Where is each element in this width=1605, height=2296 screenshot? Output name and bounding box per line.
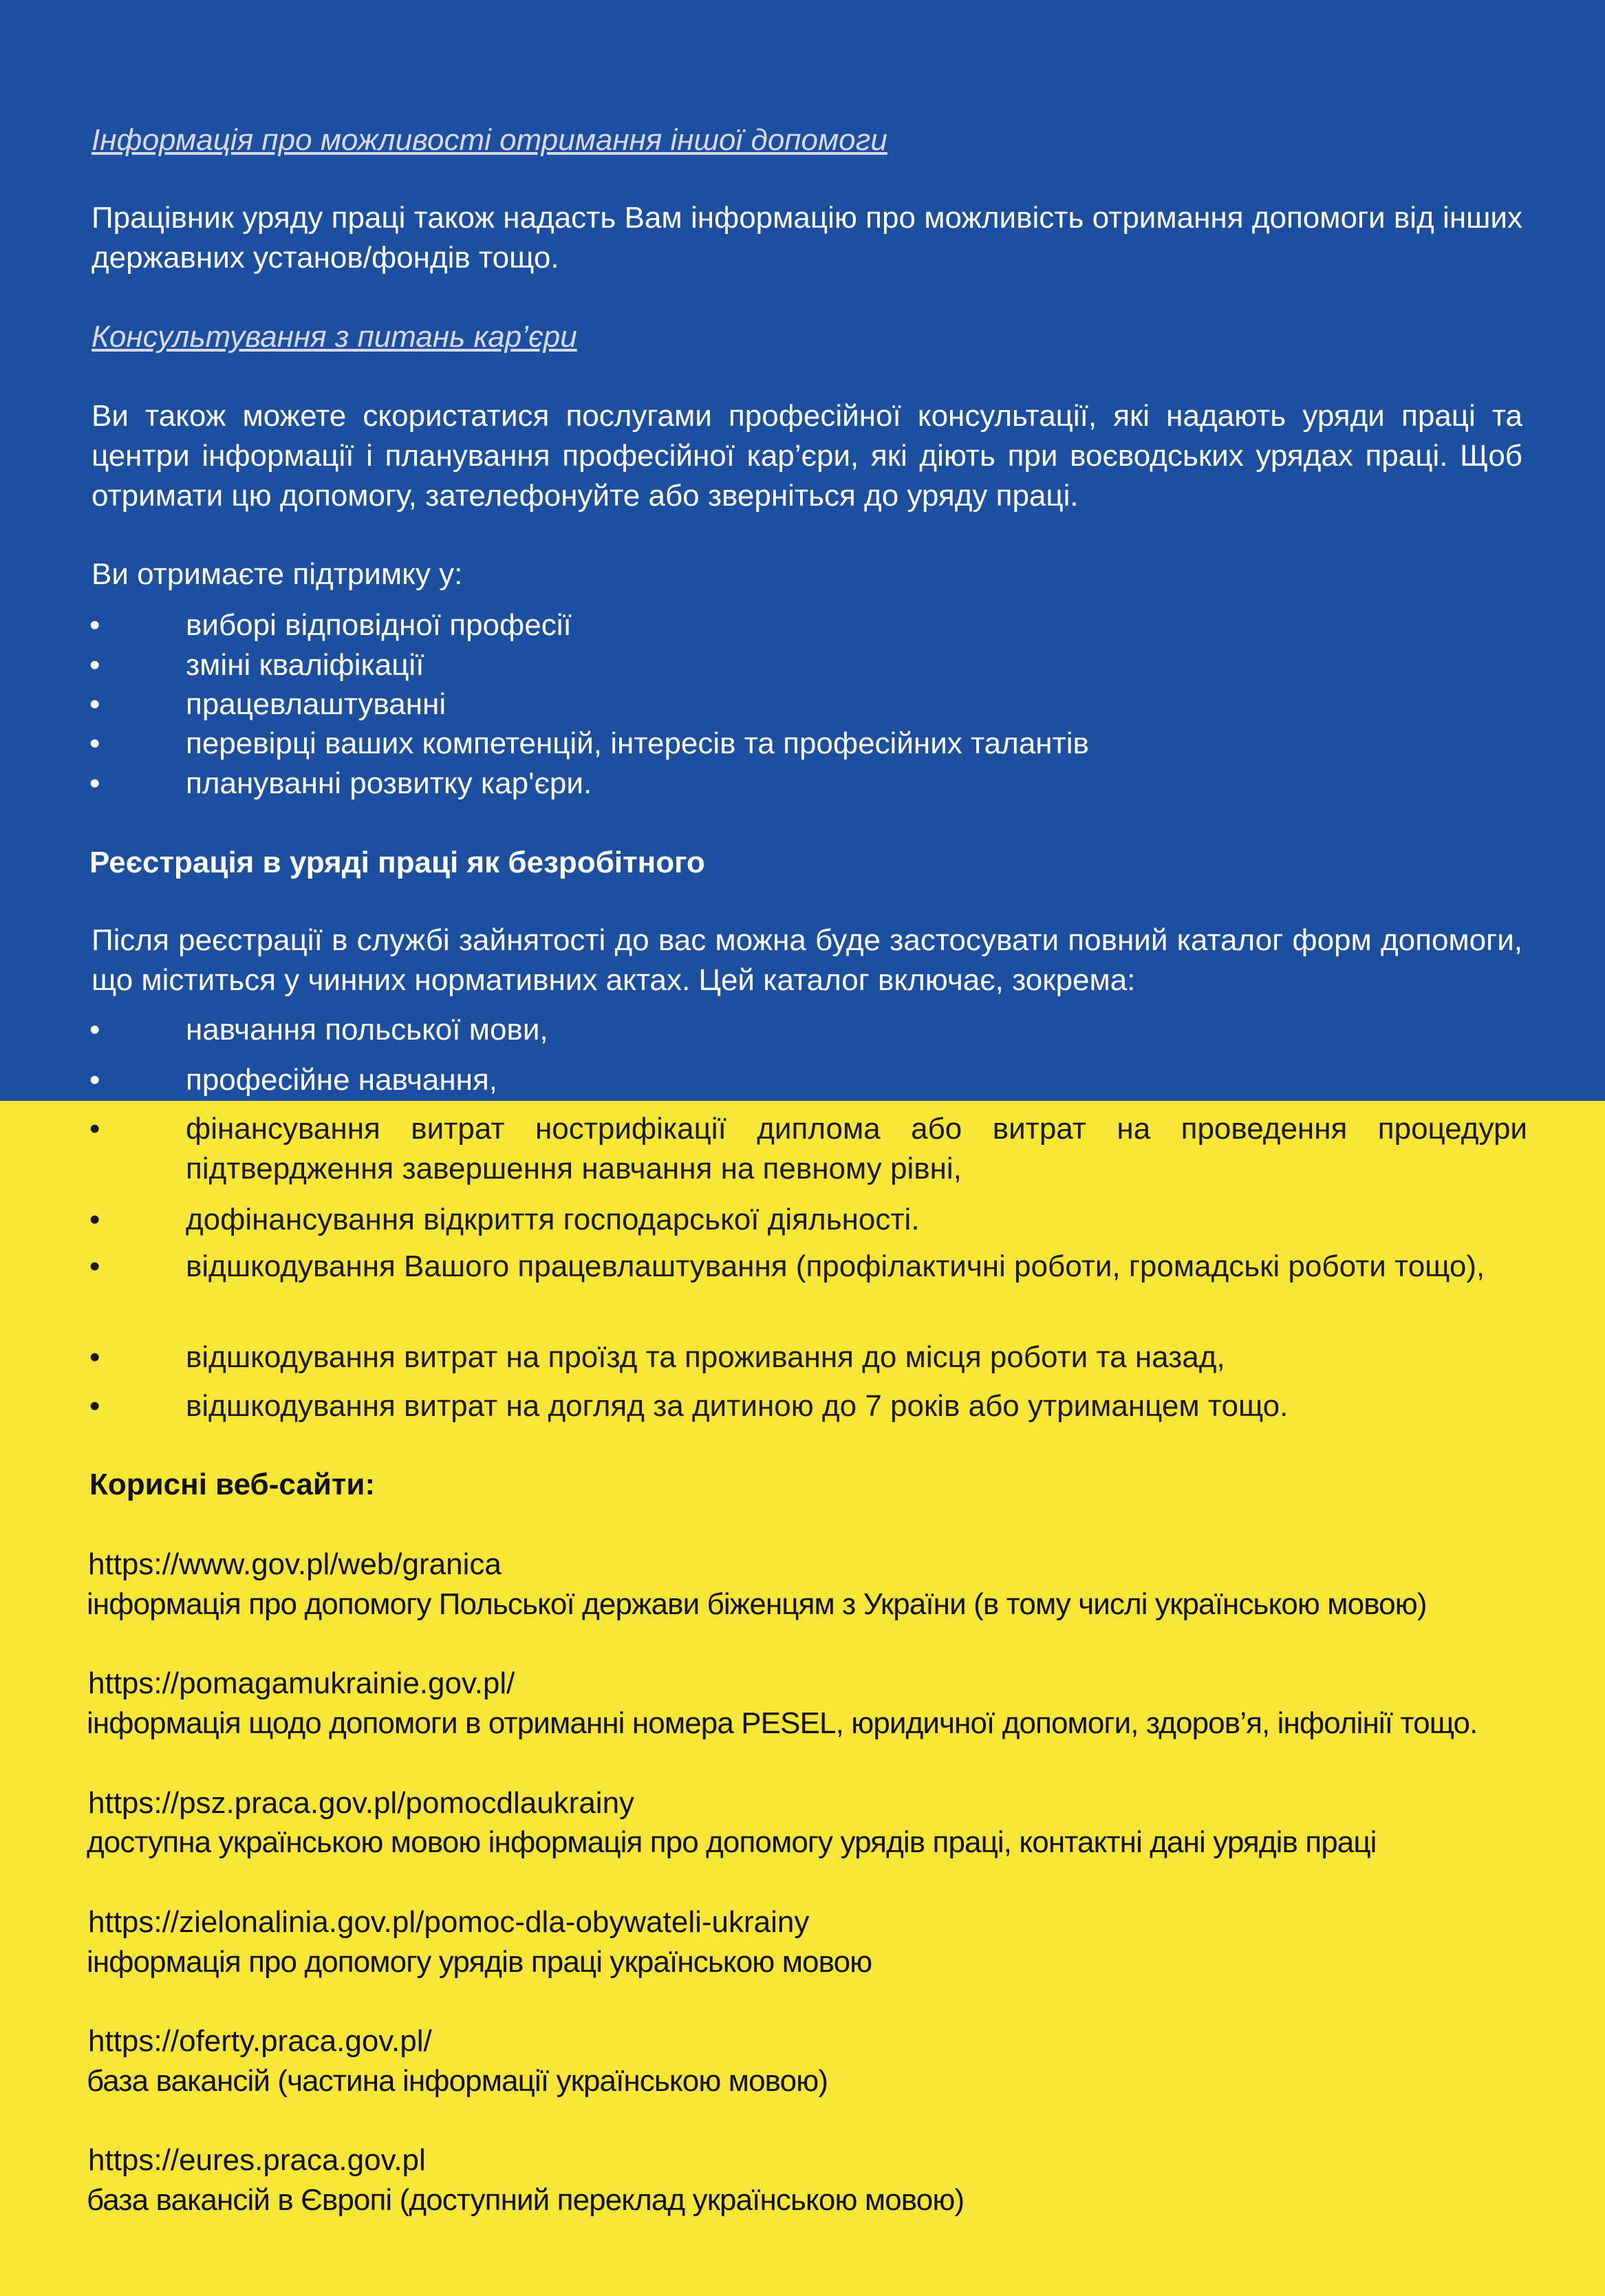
career-heading: Консультування з питань кар’єри [91, 320, 577, 354]
registration-paragraph: Після реєстрації в службі зайнятості до вас можна буде застосувати повний каталог форм допомоги, що міститься у чинних нормативних актах. Цей каталог включає, зокрема: [91, 923, 1522, 997]
website-description: доступна українською мовою інформація про допомогу урядів праці, контактні дані урядів праці [87, 1825, 1377, 1859]
website-description: інформація про допомогу урядів праці українською мовою [87, 1945, 872, 1979]
list-item-text: плануванні розвитку кар'єри. [186, 766, 592, 800]
list-item-text: навчання польської мови, [186, 1013, 548, 1047]
website-link[interactable]: https://zielonalinia.gov.pl/pomoc-dla-obywateli-ukrainy [88, 1905, 810, 1939]
bullet-icon: • [89, 1063, 100, 1097]
bullet-icon: • [89, 766, 100, 800]
list-item-text: фінансування витрат нострифікації диплома або витрат на проведення процедури підтвердження завершення навчання на певному рівні, [186, 1112, 1527, 1185]
website-link[interactable]: https://www.gov.pl/web/granica [88, 1547, 502, 1581]
websites-heading: Корисні веб-сайти: [89, 1468, 376, 1501]
bullet-icon: • [89, 727, 100, 760]
website-description: база вакансій в Європі (доступний переклад українською мовою) [87, 2183, 965, 2217]
website-link[interactable]: https://eures.praca.gov.pl [88, 2143, 426, 2177]
other-help-heading: Інформація про можливості отримання іншої допомоги [91, 123, 887, 157]
bullet-icon: • [89, 1389, 100, 1423]
bullet-icon: • [89, 1203, 100, 1236]
bullet-icon: • [89, 648, 100, 682]
career-paragraph: Ви також можете скористатися послугами професійної консультації, які надають уряди праці та центри інформації і планування професійної кар’єри, які діють при воєводських урядах праці. Щоб отримати цю допомогу, зателефонуйте або зверніться до уряду праці. [91, 399, 1522, 513]
website-description: база вакансій (частина інформації українською мовою) [87, 2064, 828, 2098]
list-item-text: відшкодування витрат на проїзд та проживання до місця роботи та назад, [186, 1340, 1225, 1374]
registration-heading: Реєстрація в уряді праці як безробітного [89, 846, 705, 879]
list-item-text: професійне навчання, [186, 1063, 497, 1097]
list-item-text: зміні кваліфікації [186, 648, 424, 682]
list-item-text: виборі відповідної професії [186, 608, 572, 642]
bullet-icon: • [89, 687, 100, 721]
website-link[interactable]: https://oferty.praca.gov.pl/ [88, 2024, 432, 2058]
other-help-paragraph: Працівник уряду праці також надасть Вам інформацію про можливість отримання допомоги від інших державних установ/фондів тощо. [91, 201, 1522, 275]
list-item-text: дофінансування відкриття господарської діяльності. [186, 1203, 920, 1236]
bullet-icon: • [89, 1340, 100, 1374]
website-description: інформація щодо допомоги в отриманні номера PESEL, юридичної допомоги, здоров’я, інфолінії тощо. [87, 1706, 1478, 1740]
list-item-text: відшкодування Вашого працевлаштування (профілактичні роботи, громадські роботи тощо), [186, 1249, 1485, 1283]
support-intro: Ви отримаєте підтримку у: [91, 557, 463, 591]
website-link[interactable]: https://pomagamukrainie.gov.pl/ [88, 1666, 515, 1700]
bullet-icon: • [89, 1249, 100, 1283]
bullet-icon: • [89, 1013, 100, 1047]
list-item-text: відшкодування витрат на догляд за дитиною до 7 років або утриманцем тощо. [186, 1389, 1289, 1423]
list-item-text: перевірці ваших компетенцій, інтересів та професійних талантів [186, 727, 1089, 760]
website-link[interactable]: https://psz.praca.gov.pl/pomocdlaukrainy [88, 1786, 635, 1820]
website-description: інформація про допомогу Польської держави біженцям з України (в тому числі українською мовою) [87, 1587, 1427, 1621]
list-item-text: працевлаштуванні [186, 687, 446, 721]
bullet-icon: • [89, 608, 100, 642]
bullet-icon: • [89, 1112, 100, 1146]
